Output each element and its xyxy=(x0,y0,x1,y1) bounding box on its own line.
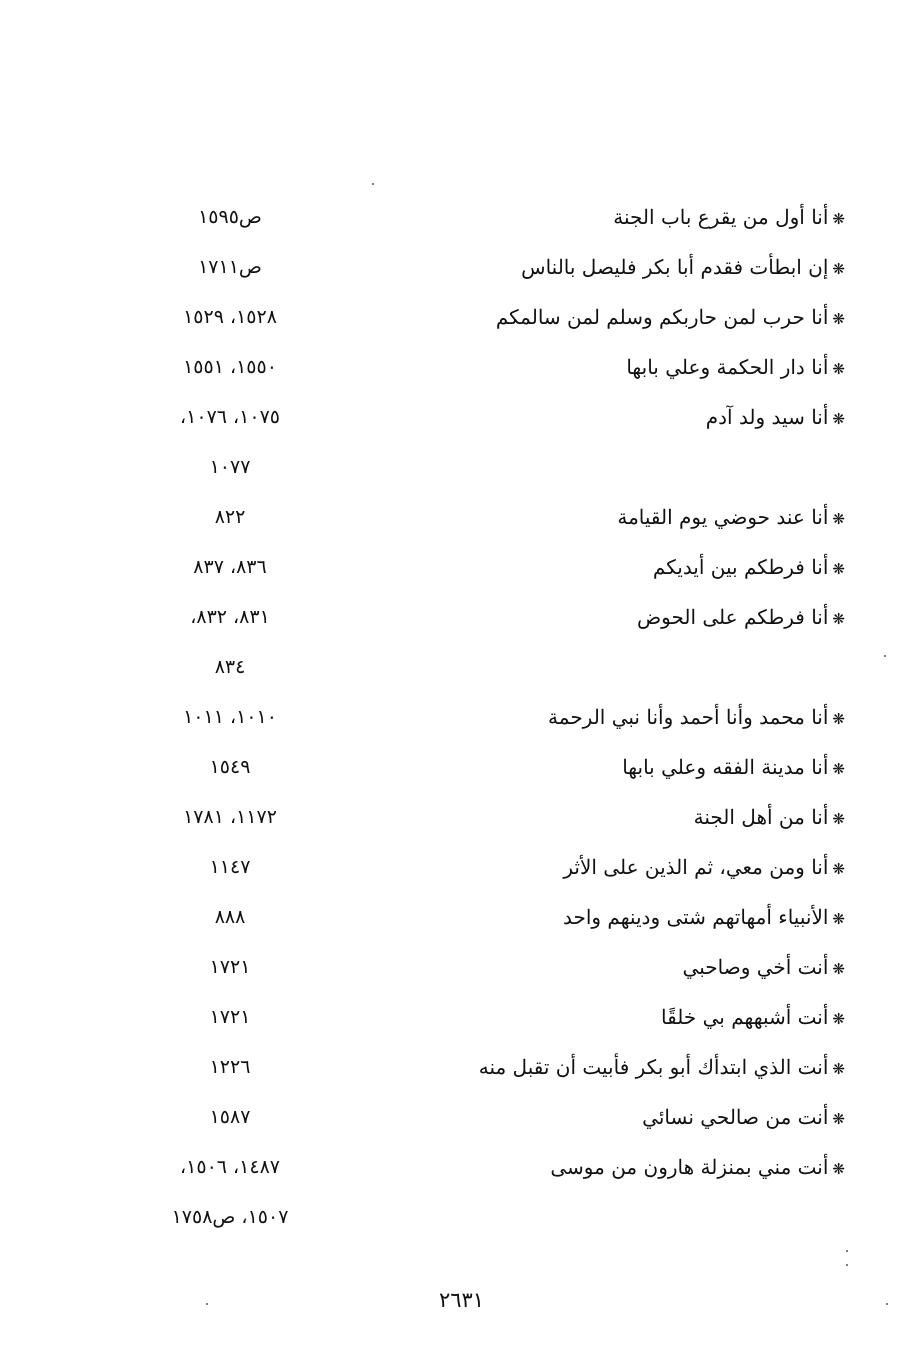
index-entry xyxy=(120,792,845,842)
scan-speck xyxy=(886,1303,888,1305)
entry-text xyxy=(375,255,845,279)
asterisk-bullet-icon: ❋ xyxy=(832,860,845,878)
asterisk-bullet-icon: ❋ xyxy=(832,610,845,628)
index-entry xyxy=(120,292,845,342)
hadith-phrase: الأنبياء أمهاتهم شتى ودينهم واحد xyxy=(562,905,829,929)
entry-text xyxy=(375,555,845,579)
index-entry xyxy=(120,592,845,642)
entry-text xyxy=(375,205,845,229)
entry-page-refs: ٨٨٨ xyxy=(214,906,246,928)
entry-page-refs: ص١٧١١ xyxy=(198,256,262,278)
asterisk-bullet-icon: ❋ xyxy=(832,260,845,278)
entry-page-refs: ٨٣١، ٨٣٢، xyxy=(190,606,270,628)
scan-speck xyxy=(206,1303,208,1305)
index-entry xyxy=(120,942,845,992)
entry-page-refs: ١٥٨٧ xyxy=(209,1106,251,1128)
hadith-phrase: أنا أول من يقرع باب الجنة xyxy=(613,205,829,229)
hadith-phrase: أنت من صالحي نسائي xyxy=(642,1105,829,1129)
hadith-phrase: أنا مدينة الفقه وعلي بابها xyxy=(622,755,829,779)
asterisk-bullet-icon: ❋ xyxy=(832,310,845,328)
hadith-phrase: أنت أشبههم بي خلقًا xyxy=(661,1005,829,1029)
entry-text xyxy=(375,805,845,829)
hadith-phrase: أنت مني بمنزلة هارون من موسى xyxy=(550,1155,829,1179)
entry-text xyxy=(375,1005,845,1029)
entry-text xyxy=(375,705,845,729)
entry-page-refs: ٨٣٦، ٨٣٧ xyxy=(193,556,267,578)
entry-text xyxy=(375,1055,845,1079)
scan-speck xyxy=(846,1264,848,1266)
hadith-phrase: أنت الذي ابتدأك أبو بكر فأبيت أن تقبل منه xyxy=(478,1055,829,1079)
entry-page-refs: ١٠٧٥، ١٠٧٦، xyxy=(180,406,280,428)
index-entry xyxy=(120,992,845,1042)
entry-text xyxy=(375,855,845,879)
asterisk-bullet-icon: ❋ xyxy=(832,510,845,528)
page-number: ٢٦٣١ xyxy=(438,1288,485,1312)
asterisk-bullet-icon: ❋ xyxy=(832,360,845,378)
asterisk-bullet-icon: ❋ xyxy=(832,710,845,728)
hadith-phrase: أنا من أهل الجنة xyxy=(693,805,829,829)
entry-page-refs: ٨٣٤ xyxy=(214,656,246,678)
entry-text xyxy=(375,905,845,929)
index-entry xyxy=(120,392,845,442)
entry-page-refs: ص١٥٩٥ xyxy=(198,206,262,228)
entry-text xyxy=(375,1105,845,1129)
entry-page-refs: ١١٧٢، ١٧٨١ xyxy=(183,806,277,828)
asterisk-bullet-icon: ❋ xyxy=(832,760,845,778)
entry-text xyxy=(375,605,845,629)
index-entry xyxy=(120,1192,845,1242)
asterisk-bullet-icon: ❋ xyxy=(832,910,845,928)
entry-text xyxy=(375,355,845,379)
entry-text xyxy=(375,755,845,779)
hadith-phrase: أنا عند حوضي يوم القيامة xyxy=(617,505,829,529)
hadith-phrase: أنت أخي وصاحبي xyxy=(682,955,829,979)
index-entry xyxy=(120,642,845,692)
entry-page-refs: ١٥٢٨، ١٥٢٩ xyxy=(183,306,277,328)
index-entry xyxy=(120,742,845,792)
asterisk-bullet-icon: ❋ xyxy=(832,210,845,228)
hadith-phrase: أنا فرطكم على الحوض xyxy=(636,605,829,629)
index-entry xyxy=(120,842,845,892)
asterisk-bullet-icon: ❋ xyxy=(832,1110,845,1128)
hadith-phrase: أنا فرطكم بين أيديكم xyxy=(652,555,829,579)
index-entry xyxy=(120,342,845,392)
asterisk-bullet-icon: ❋ xyxy=(832,560,845,578)
entry-page-refs: ١٠١٠، ١٠١١ xyxy=(183,706,277,728)
entry-page-refs: ١٢٢٦ xyxy=(209,1056,251,1078)
asterisk-bullet-icon: ❋ xyxy=(832,1160,845,1178)
hadith-phrase: أنا دار الحكمة وعلي بابها xyxy=(626,355,829,379)
entry-text xyxy=(375,505,845,529)
index-entry xyxy=(120,892,845,942)
entry-page-refs: ١٧٢١ xyxy=(209,1006,251,1028)
index-entry xyxy=(120,442,845,492)
index-entry xyxy=(120,542,845,592)
entry-text xyxy=(375,1155,845,1179)
asterisk-bullet-icon: ❋ xyxy=(832,1060,845,1078)
entry-page-refs: ١٠٧٧ xyxy=(209,456,251,478)
index-entry xyxy=(120,242,845,292)
index-entry xyxy=(120,1092,845,1142)
entry-page-refs: ١٧٢١ xyxy=(209,956,251,978)
hadith-index-list xyxy=(120,192,845,1242)
entry-page-refs: ١١٤٧ xyxy=(209,856,251,878)
asterisk-bullet-icon: ❋ xyxy=(832,960,845,978)
hadith-phrase: أنا حرب لمن حاربكم وسلم لمن سالمكم xyxy=(495,305,829,329)
index-entry xyxy=(120,1142,845,1192)
asterisk-bullet-icon: ❋ xyxy=(832,410,845,428)
index-entry xyxy=(120,1042,845,1092)
entry-page-refs: ١٥٥٠، ١٥٥١ xyxy=(183,356,277,378)
scan-speck xyxy=(372,183,374,185)
hadith-phrase: أنا سيد ولد آدم xyxy=(705,405,829,429)
index-entry xyxy=(120,192,845,242)
asterisk-bullet-icon: ❋ xyxy=(832,1010,845,1028)
hadith-phrase: أنا محمد وأنا أحمد وأنا نبي الرحمة xyxy=(548,705,829,729)
index-entry xyxy=(120,692,845,742)
entry-page-refs: ١٥٠٧، ص١٧٥٨ xyxy=(171,1206,289,1228)
entry-page-refs: ٨٢٢ xyxy=(214,506,246,528)
entry-page-refs: ١٤٨٧، ١٥٠٦، xyxy=(180,1156,280,1178)
asterisk-bullet-icon: ❋ xyxy=(832,810,845,828)
hadith-phrase: إن ابطأت فقدم أبا بكر فليصل بالناس xyxy=(521,255,829,279)
hadith-phrase: أنا ومن معي، ثم الذين على الأثر xyxy=(563,855,829,879)
entry-text xyxy=(375,305,845,329)
entry-text xyxy=(375,955,845,979)
index-entry xyxy=(120,492,845,542)
scan-speck xyxy=(884,655,886,657)
entry-text xyxy=(375,405,845,429)
entry-page-refs: ١٥٤٩ xyxy=(209,756,251,778)
scan-speck xyxy=(846,1250,848,1252)
